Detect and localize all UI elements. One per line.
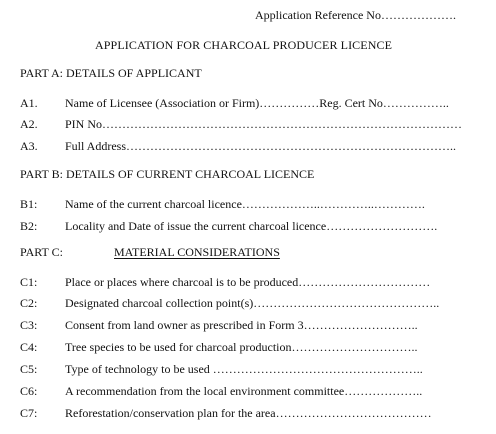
current-licence-name-field[interactable]: Name of the current charcoal licence………………..…………..………….	[65, 197, 425, 211]
item-code-c1: C1:	[20, 275, 38, 289]
item-code-c3: C3:	[20, 318, 38, 332]
item-code-a1: A1.	[20, 96, 38, 110]
part-a-heading: PART A: DETAILS OF APPLICANT	[20, 66, 202, 80]
tree-species-field[interactable]: Tree species to be used for charcoal production…………………………..	[65, 340, 418, 354]
item-code-a2: A2.	[20, 117, 38, 131]
pin-number-field[interactable]: PIN No………………………………………………………………………………	[65, 117, 463, 131]
item-code-c7: C7:	[20, 406, 38, 420]
application-reference-field[interactable]: Application Reference No……………….	[255, 8, 456, 22]
licensee-name-field[interactable]: Name of Licensee (Association or Firm)……………Reg. Cert No……………..	[65, 96, 449, 110]
full-address-field[interactable]: Full Address………………………………………………………………………..	[65, 139, 457, 153]
landowner-consent-field[interactable]: Consent from land owner as prescribed in Form 3………………………..	[65, 318, 418, 332]
part-c-heading: MATERIAL CONSIDERATIONS	[114, 245, 280, 259]
item-code-c6: C6:	[20, 384, 38, 398]
item-code-b2: B2:	[20, 219, 38, 233]
licence-locality-date-field[interactable]: Locality and Date of issue the current charcoal licence……………………….	[65, 219, 438, 233]
committee-recommendation-field[interactable]: A recommendation from the local environment committee………………..	[65, 384, 423, 398]
item-code-a3: A3.	[20, 139, 38, 153]
part-b-heading: PART B: DETAILS OF CURRENT CHARCOAL LICENCE	[20, 167, 315, 181]
item-code-c5: C5:	[20, 362, 38, 376]
part-c-label: PART C:	[20, 245, 63, 259]
form-title: APPLICATION FOR CHARCOAL PRODUCER LICENCE	[95, 38, 393, 52]
reforestation-plan-field[interactable]: Reforestation/conservation plan for the area…………………………………	[65, 406, 432, 420]
item-code-c4: C4:	[20, 340, 38, 354]
technology-type-field[interactable]: Type of technology to be used ……………………………………………..	[65, 362, 423, 376]
collection-point-field[interactable]: Designated charcoal collection point(s)………………………………………..	[65, 296, 440, 310]
item-code-b1: B1:	[20, 197, 38, 211]
item-code-c2: C2:	[20, 296, 38, 310]
production-place-field[interactable]: Place or places where charcoal is to be produced……………………………	[65, 275, 431, 289]
